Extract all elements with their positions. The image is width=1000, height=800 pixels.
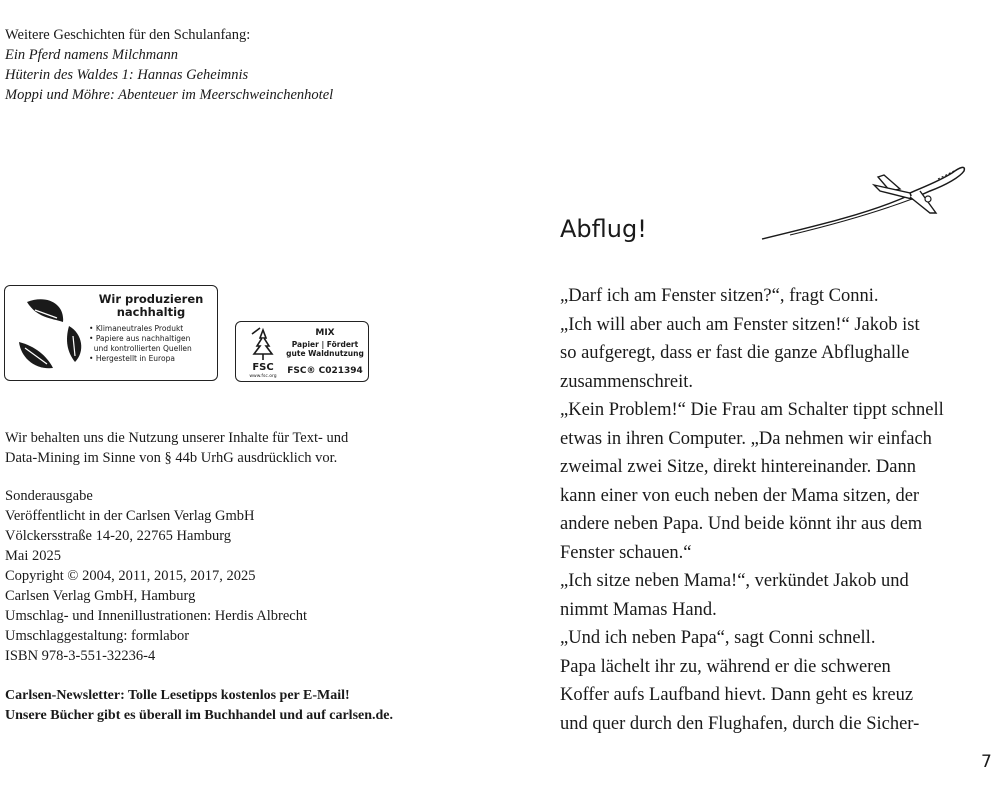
imprint-line: Völckersstraße 14-20, 22765 Hamburg xyxy=(5,528,232,544)
eco-badge-list xyxy=(89,324,192,364)
fsc-tree-icon xyxy=(242,326,284,378)
legal-line: Wir behalten uns die Nutzung unserer Inhalte für Text- und xyxy=(5,430,349,446)
imprint-line: Carlsen Verlag GmbH, Hamburg xyxy=(5,588,196,604)
story-line: „Ich will aber auch am Fenster sitzen!“ Jakob ist xyxy=(560,314,920,335)
story-line: „Und ich neben Papa“, sagt Conni schnell. xyxy=(560,628,876,648)
eco-badge-item: • Klimaneutrales Produkt xyxy=(89,324,192,334)
story-line: zusammenschreit. xyxy=(560,371,694,392)
related-book-title: Hüterin des Waldes 1: Hannas Geheimnis xyxy=(5,67,249,83)
related-book-title: Moppi und Möhre: Abenteuer im Meerschweinchenhotel xyxy=(5,87,334,103)
imprint-line: Veröffentlicht in der Carlsen Verlag GmbH xyxy=(5,508,255,524)
story-line: Papa lächelt ihr zu, während er die schweren xyxy=(560,656,891,677)
fsc-code: FSC® C021394 xyxy=(287,366,363,376)
newsletter-line: Unsere Bücher gibt es überall im Buchhandel und auf carlsen.de. xyxy=(5,708,394,723)
newsletter-line: Carlsen-Newsletter: Tolle Lesetipps kostenlos per E-Mail! xyxy=(5,688,350,703)
story-line: kann einer von euch neben der Mama sitzen, der xyxy=(560,485,920,506)
story-line: andere neben Papa. Und beide könnt ihr aus dem xyxy=(560,514,923,534)
fsc-badge xyxy=(235,321,369,382)
imprint-line: Umschlaggestaltung: formlabor xyxy=(5,628,190,644)
related-books xyxy=(5,25,333,105)
sustainability-badge xyxy=(4,285,218,381)
story-line: „Ich sitze neben Mama!“, verkündet Jakob und xyxy=(560,571,909,591)
eco-title-line: nachhaltig xyxy=(116,305,186,319)
story-line: etwas in ihren Computer. „Da nehmen wir einfach xyxy=(560,428,932,449)
story-line: Fenster schauen.“ xyxy=(560,542,692,563)
story-line: „Kein Problem!“ Die Frau am Schalter tippt schnell xyxy=(560,400,944,420)
eco-badge-title xyxy=(93,293,209,319)
story-line: so aufgeregt, dass er fast die ganze Abflughalle xyxy=(560,343,910,363)
imprint-line: Copyright © 2004, 2011, 2015, 2017, 2025 xyxy=(5,568,256,584)
story-line: Koffer aufs Laufband hievt. Dann geht es kreuz xyxy=(560,685,914,705)
fsc-label-line: Papier | Fördert xyxy=(291,340,359,349)
airplane-icon xyxy=(760,155,970,245)
imprint-line: ISBN 978-3-551-32236-4 xyxy=(5,648,156,664)
eco-title-line: Wir produzieren xyxy=(98,292,204,306)
story-text xyxy=(560,282,1000,738)
chapter-title: Abflug! xyxy=(560,215,647,243)
eco-badge-item: • Hergestellt in Europa xyxy=(89,354,192,364)
fsc-mix-label: MIX xyxy=(315,328,335,338)
recycle-leaves-icon xyxy=(13,296,95,374)
story-line: nimmt Mamas Hand. xyxy=(560,599,717,620)
newsletter-notice xyxy=(5,686,393,726)
fsc-label-line: gute Waldnutzung xyxy=(286,349,364,358)
fsc-logo-text: FSC xyxy=(252,362,274,373)
imprint-line: Mai 2025 xyxy=(5,548,61,564)
related-book-title: Ein Pferd namens Milchmann xyxy=(5,47,179,63)
story-line: „Darf ich am Fenster sitzen?“, fragt Conni. xyxy=(560,286,879,306)
story-line: zweimal zwei Sitze, direkt hintereinander. Dann xyxy=(560,457,916,477)
eco-badge-item: • Papiere aus nachhaltigen xyxy=(89,334,192,344)
legal-line: Data-Mining im Sinne von § 44b UrhG ausdrücklich vor. xyxy=(5,450,338,466)
imprint xyxy=(5,486,307,666)
eco-badge-item: und kontrollierten Quellen xyxy=(93,344,192,353)
fsc-label xyxy=(284,340,366,358)
fsc-url: www.fsc.org xyxy=(249,374,277,378)
text-data-mining-notice xyxy=(5,428,425,468)
related-books-heading: Weitere Geschichten für den Schulanfang: xyxy=(5,27,251,43)
imprint-line: Umschlag- und Innenillustrationen: Herdis Albrecht xyxy=(5,608,308,624)
imprint-line: Sonderausgabe xyxy=(5,488,93,504)
page-number: 7 xyxy=(981,752,992,772)
story-line: und quer durch den Flughafen, durch die Sicher- xyxy=(560,713,920,734)
